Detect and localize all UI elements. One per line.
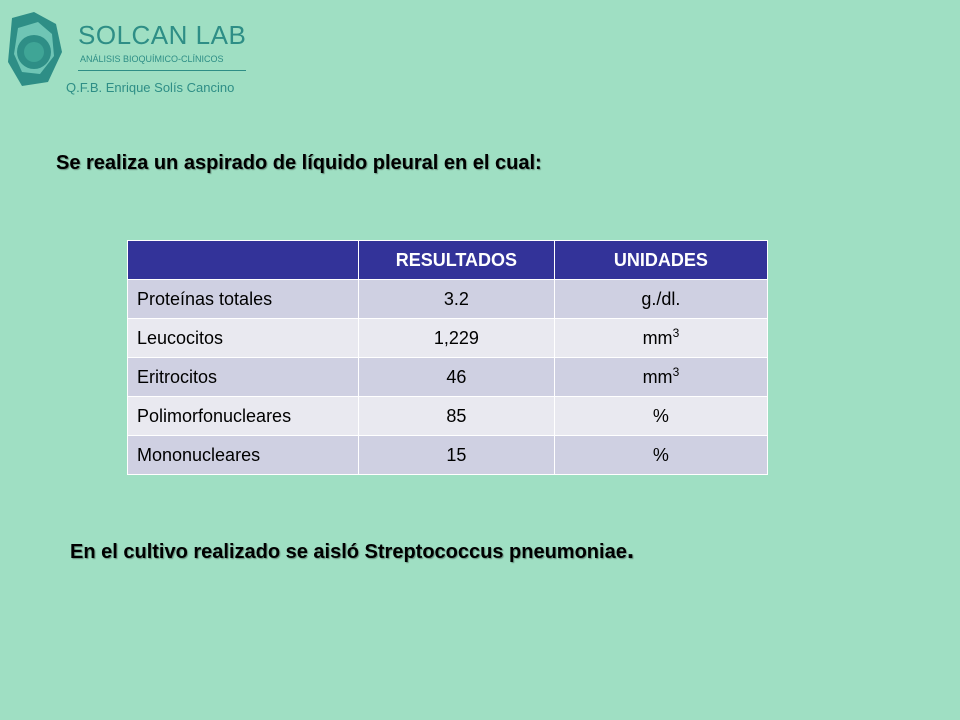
brand-subtitle: ANÁLISIS BIOQUÍMICO-CLÍNICOS xyxy=(80,54,224,64)
row-unit xyxy=(554,436,767,475)
header-resultados: RESULTADOS xyxy=(358,241,554,280)
brand-name: SOLCAN LAB xyxy=(78,20,247,50)
row-value: 15 xyxy=(358,436,554,475)
row-unit xyxy=(554,280,767,319)
logo-emblem-icon xyxy=(4,10,74,90)
culture-result-period: . xyxy=(626,534,635,564)
unit-text: mm xyxy=(642,327,673,348)
table-row xyxy=(128,358,768,397)
brand-divider xyxy=(78,70,246,71)
row-label: Polimorfonucleares xyxy=(128,397,359,436)
row-value: 3.2 xyxy=(358,280,554,319)
row-unit xyxy=(554,319,767,358)
culture-result xyxy=(70,534,634,565)
table-row xyxy=(128,397,768,436)
row-label: Leucocitos xyxy=(128,319,359,358)
unit-text: % xyxy=(652,444,669,465)
table-header-row xyxy=(128,241,768,280)
brand-person: Q.F.B. Enrique Solís Cancino xyxy=(66,80,235,95)
culture-result-text: En el cultivo realizado se aisló Streptococcus pneumoniae xyxy=(70,541,627,563)
unit-text: mm xyxy=(642,366,673,387)
header-empty-cell xyxy=(128,241,359,280)
unit-sup: 3 xyxy=(672,325,680,340)
header-unidades: UNIDADES xyxy=(554,241,767,280)
page-heading: Se realiza un aspirado de líquido pleural en el cual: xyxy=(56,152,542,174)
results-table xyxy=(127,240,768,475)
row-label: Proteínas totales xyxy=(128,280,359,319)
table-row xyxy=(128,319,768,358)
row-value: 1,229 xyxy=(358,319,554,358)
unit-text: % xyxy=(652,405,669,426)
row-value: 46 xyxy=(358,358,554,397)
row-unit xyxy=(554,358,767,397)
unit-sup: 3 xyxy=(672,364,680,379)
row-label: Mononucleares xyxy=(128,436,359,475)
table-row xyxy=(128,280,768,319)
table-row xyxy=(128,436,768,475)
unit-text: g./dl. xyxy=(641,288,681,309)
row-value: 85 xyxy=(358,397,554,436)
row-label: Eritrocitos xyxy=(128,358,359,397)
row-unit xyxy=(554,397,767,436)
solcan-lab-logo xyxy=(4,10,254,95)
